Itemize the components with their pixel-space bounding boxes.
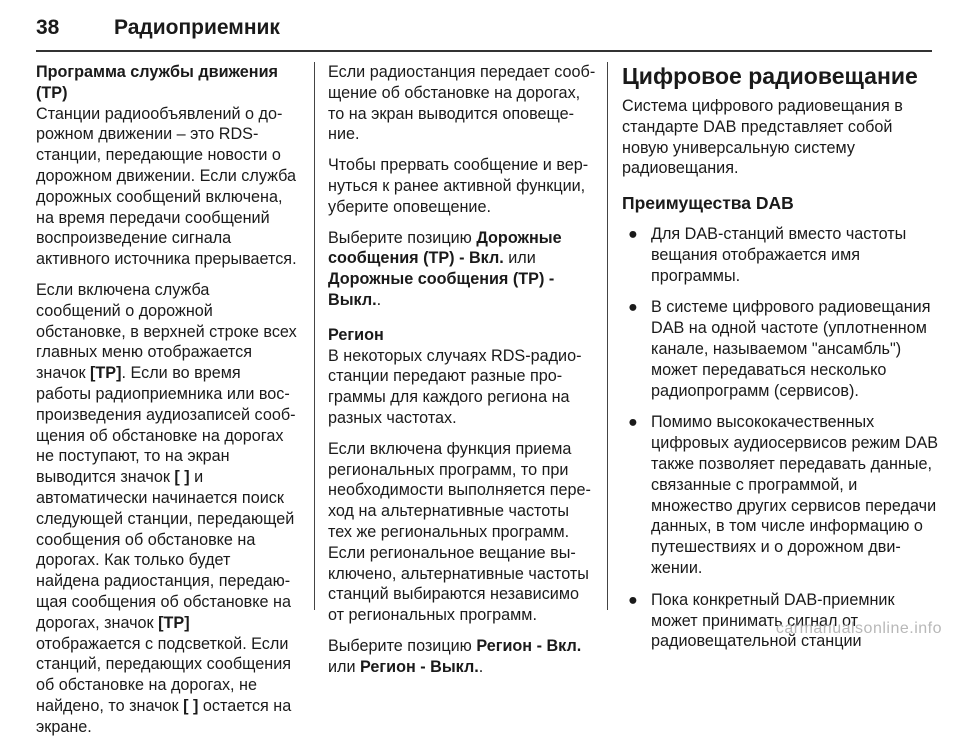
text-run: или [503, 249, 536, 268]
paragraph-select-tp [328, 228, 596, 311]
bullet-list [622, 224, 940, 652]
paragraph-region [328, 325, 596, 429]
paragraph-text: Станции радиообъявлений о дорожном движении – это RDS-станции, передающие новости о дорожном движении. Если служба дорожных сообщений включена, на время передачи сообщений воспроизведение сигнала активного источника прерывается. [36, 104, 297, 269]
column-2 [328, 62, 596, 688]
paragraph-title-region: Регион [328, 325, 384, 344]
text-run: Выберите позицию [328, 228, 477, 247]
chapter-title: Радиоприемник [114, 16, 280, 39]
text-run: остается на экране. [36, 696, 292, 736]
list-item-text: Помимо высококачественных цифровых аудиосервисов режим DAB также позволяет передавать данные, связанные с программой, и множество других сервисов передачи данных, в том числе информацию о путешествиях и о дорожном движении. [651, 413, 939, 577]
text-run: . [478, 657, 484, 676]
list-item-text: Для DAB-станций вместо частоты вещания отображается имя программы. [651, 224, 907, 285]
page-header [36, 12, 932, 44]
text-run: отображается с подсветкой. Если станций, передающих сообщения об обстановке на дорогах, не найдено, то значок [36, 634, 292, 715]
page-number: 38 [36, 16, 60, 39]
column-3 [622, 62, 940, 663]
bullet-icon: ● [628, 413, 638, 432]
tp-icon-label: [TP] [158, 613, 190, 632]
list-item [622, 412, 940, 578]
text-run: . [376, 290, 382, 309]
text-run: Если включена служба сообщений о дорожной обстановке, в верхней строке всех главных меню отображается значок [36, 280, 297, 383]
paragraph-tp-icon [36, 280, 298, 738]
paragraph: Чтобы прервать сообщение и вернуться к ранее активной функции, уберите оповещение. [328, 156, 589, 216]
text-run: . Если во время работы радиоприемника или воспроизведения аудиозаписей сообщения об обстановке на дорогах не поступают, то на экран выводится значок [36, 364, 296, 487]
bullet-icon: ● [628, 590, 638, 609]
text-run: или [328, 657, 361, 676]
paragraph-tp [36, 62, 298, 270]
header-rule [36, 50, 932, 52]
paragraph: Если включена функция приема региональных программ, то при необходимости выполняется переход на альтернативные частоты тех же региональных программ. Если региональное вещание выключено, альтернативные частоты станций выбираются независимо от региональных программ. [328, 439, 591, 625]
column-1 [36, 62, 298, 748]
bullet-icon: ● [628, 298, 638, 317]
subsection-heading: Преимущества DAB [622, 193, 794, 214]
menu-option-tp-off: Дорожные сообщения (TP) - Выкл. [328, 270, 555, 309]
list-item [622, 224, 940, 286]
column-divider-1 [314, 62, 315, 610]
paragraph: Система цифрового радиовещания в стандарте DAB представляет собой новую универсальную систему радиовещания. [622, 97, 903, 178]
menu-option-region-on: Регион - Вкл. [476, 636, 582, 655]
list-item [622, 297, 940, 401]
paragraph: Если радиостанция передает сообщение об обстановке на дорогах, то на экран выводится оповещение. [328, 63, 596, 144]
section-heading: Цифровое радиовещание [622, 63, 918, 89]
paragraph-title-tp: Программа службы движения (TP) [36, 63, 278, 102]
list-item-text: Пока конкретный DAB-приемник может принимать сигнал от радиовещательной станции [651, 590, 895, 651]
list-item-text: В системе цифрового радиовещания DAB на одной частоте (уплотненном канале, называемом "ансамбль") может передаваться несколько радиопрограмм (сервисов). [651, 298, 931, 400]
column-divider-2 [607, 62, 608, 610]
empty-icon-label: [ ] [183, 696, 199, 715]
bullet-icon: ● [628, 224, 638, 243]
watermark: carmanualsonline.info [775, 620, 942, 637]
menu-option-region-off: Регион - Выкл. [360, 657, 479, 676]
text-run: Выберите позицию [328, 636, 477, 655]
paragraph-select-region [328, 636, 596, 678]
menu-option-tp-on: Дорожные сообщения (TP) - Вкл. [328, 228, 562, 268]
paragraph-text: В некоторых случаях RDS-радиостанции передают разные программы для каждого региона на разных частотах. [328, 346, 582, 427]
empty-icon-label: [ ] [174, 468, 190, 487]
tp-icon-label: [TP] [90, 364, 122, 383]
text-run: и автоматически начинается поиск следующей станции, передающей сообщения об обстановке на дорогах. Как только будет найдена радиостанция, передающая сообщения об обстановке на дорогах, значок [36, 468, 295, 632]
